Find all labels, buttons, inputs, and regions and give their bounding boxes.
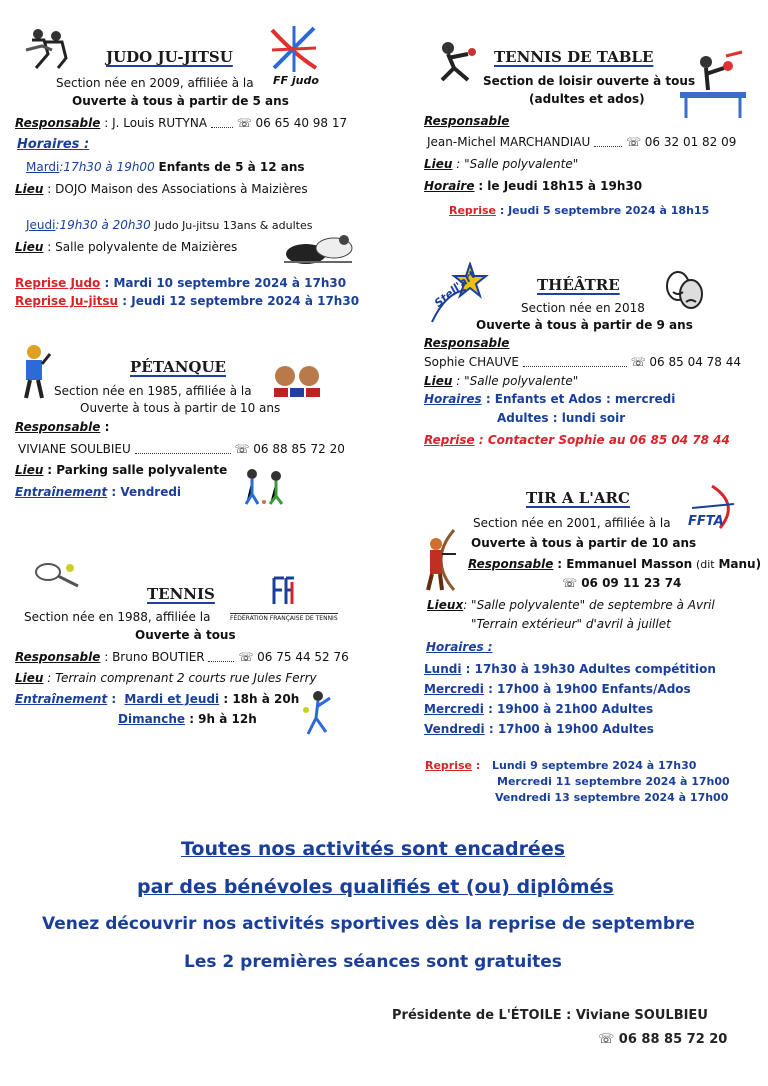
tir-row-day: Mercredi xyxy=(424,682,484,696)
tennis-table-title: TENNIS DE TABLE xyxy=(494,48,654,66)
judo-illustration xyxy=(22,28,70,70)
judo-day1-label: Mardi xyxy=(26,160,60,174)
tir-responsable xyxy=(468,557,761,571)
theatre-masks-icon xyxy=(664,268,704,312)
dotted-leader xyxy=(208,653,234,662)
fft-logo-caption: FÉDÉRATION FRANÇAISE DE TENNIS xyxy=(230,615,338,622)
tir-lieux2: "Terrain extérieur" d'avril à juillet xyxy=(471,617,671,631)
tennis-title: TENNIS xyxy=(147,585,215,603)
phone-icon: ☏ xyxy=(630,355,646,369)
judo-reprise2 xyxy=(15,294,359,308)
tennis-entr-colon: : xyxy=(111,692,117,706)
judo-line1: Section née en 2009, affiliée à la xyxy=(56,76,254,90)
judo-reprise1-label: Reprise Judo xyxy=(15,276,101,290)
tennis-table-reprise xyxy=(449,204,709,217)
tennis-entr-day2: Dimanche xyxy=(118,712,186,726)
tir-row-1 xyxy=(424,682,691,696)
theatre-horaires xyxy=(424,392,675,406)
theatre-line2: Ouverte à tous à partir de 9 ans xyxy=(476,318,693,332)
dotted-leader xyxy=(594,138,622,147)
dotted-leader xyxy=(135,445,231,454)
judo-lieu1 xyxy=(15,182,308,196)
tir-title: TIR A L'ARC xyxy=(526,489,630,507)
theatre-lieu-label: Lieu xyxy=(424,374,453,388)
tennis-table-lieu xyxy=(424,157,578,171)
theatre-horaires1: : Enfants et Ados : mercredi xyxy=(485,392,676,406)
tennis-entr-days: Mardi et Jeudi xyxy=(124,692,220,706)
dotted-leader xyxy=(211,119,233,128)
tennis-racket-illustration xyxy=(32,560,82,590)
table-tennis-player-illustration xyxy=(428,40,484,84)
judo-lieu1-label: Lieu xyxy=(15,182,44,196)
tennis-table-resp-phone: 06 32 01 82 09 xyxy=(644,135,737,149)
judo-responsable xyxy=(15,116,347,130)
tennis-table-resp-name: Jean-Michel MARCHANDIAU xyxy=(427,135,591,149)
petanque-resp-label: Responsable xyxy=(15,420,101,434)
petanque-resp-phone: 06 88 85 72 20 xyxy=(253,442,345,456)
petanque-balls-logo xyxy=(272,364,324,398)
petanque-lieu xyxy=(15,463,227,477)
tir-reprise-label: Reprise xyxy=(425,759,473,772)
tir-resp-label: Responsable xyxy=(468,557,554,571)
tir-row-day: Mercredi xyxy=(424,702,484,716)
tir-reprise3: Vendredi 13 septembre 2024 à 17h00 xyxy=(495,791,729,804)
theatre-resp-label: Responsable xyxy=(424,336,510,350)
theatre-reprise-text: : Contacter Sophie au 06 85 04 78 44 xyxy=(478,433,730,447)
judo-title: JUDO JU-JITSU xyxy=(106,48,233,66)
judo-day2-label: Jeudi xyxy=(26,218,56,232)
phone-icon: ☏ xyxy=(625,135,641,149)
judo-day2 xyxy=(26,218,312,232)
theatre-lieu xyxy=(424,374,578,388)
tennis-player-illustration xyxy=(300,690,334,736)
tennis-lieu xyxy=(15,671,317,685)
president-phone: 06 88 85 72 20 xyxy=(618,1032,728,1047)
theatre-line1: Section née en 2018 xyxy=(521,301,645,315)
tennis-entrainement-2 xyxy=(118,712,257,726)
tir-row-0 xyxy=(424,662,716,676)
tir-resp-dit: (dit xyxy=(695,558,715,571)
phone-icon: ☏ xyxy=(562,576,578,590)
tennis-resp-name: : Bruno BOUTIER xyxy=(104,650,205,664)
footer-line3: Venez découvrir nos activités sportives dès la reprise de septembre xyxy=(42,914,695,934)
petanque-line1: Section née en 1985, affiliée à la xyxy=(54,384,252,398)
tir-lieux xyxy=(427,598,715,612)
judo-line2: Ouverte à tous à partir de 5 ans xyxy=(72,94,289,108)
tir-row-3 xyxy=(424,722,654,736)
tir-row-2 xyxy=(424,702,653,716)
tir-reprise1: Lundi 9 septembre 2024 à 17h30 xyxy=(492,759,697,772)
archer-illustration xyxy=(420,528,464,592)
footer-line4: Les 2 premières séances sont gratuites xyxy=(184,952,562,972)
fft-logo xyxy=(272,576,296,606)
tir-row-day: Vendredi xyxy=(424,722,485,736)
tennis-resp-label: Responsable xyxy=(15,650,101,664)
theatre-resp-name: Sophie CHAUVE xyxy=(424,355,519,369)
theatre-horaires-label: Horaires xyxy=(424,392,482,406)
tir-horaires-label: Horaires : xyxy=(426,640,493,654)
tennis-table-line2: (adultes et ados) xyxy=(529,92,645,106)
judo-day1-desc: Enfants de 5 à 12 ans xyxy=(158,160,305,174)
tir-resp-phone: 06 09 11 23 74 xyxy=(581,576,682,590)
judo-horaires-label: Horaires : xyxy=(17,137,90,152)
judo-resp-phone: 06 65 40 98 17 xyxy=(255,116,348,130)
judo-throw-illustration xyxy=(282,232,354,268)
tir-lieux-label: Lieux xyxy=(427,598,464,612)
tennis-responsable xyxy=(15,650,349,664)
tir-reprise-colon: : xyxy=(475,759,481,772)
tir-lieux1: : "Salle polyvalente" de septembre à Avril xyxy=(463,598,715,612)
judo-resp-name: : J. Louis RUTYNA xyxy=(104,116,208,130)
tennis-table-horaire-text: : le Jeudi 18h15 à 19h30 xyxy=(478,179,643,193)
petanque-resp-label-row xyxy=(15,420,109,434)
tir-line1: Section née en 2001, affiliée à la xyxy=(473,516,671,530)
judo-resp-label: Responsable xyxy=(15,116,101,130)
tir-reprise xyxy=(425,759,480,772)
phone-icon: ☏ xyxy=(234,442,250,456)
tir-row-text: : 17h30 à 19h30 Adultes compétition xyxy=(465,662,716,676)
tennis-table-line1: Section de loisir ouverte à tous xyxy=(483,74,696,88)
petanque-lieu-label: Lieu xyxy=(15,463,44,477)
judo-reprise2-label: Reprise Ju-jitsu xyxy=(15,294,119,308)
tennis-table-reprise-text: : Jeudi 5 septembre 2024 à 18h15 xyxy=(499,204,710,217)
petanque-resp-name: VIVIANE SOULBIEU xyxy=(18,442,131,456)
petanque-entr-label: Entraînement xyxy=(15,485,108,499)
dotted-leader xyxy=(523,358,627,367)
theatre-reprise xyxy=(424,433,730,447)
theatre-lieu-text: : "Salle polyvalente" xyxy=(456,374,579,388)
theatre-resp-phone: 06 85 04 78 44 xyxy=(649,355,742,369)
judo-day2-desc: Judo Ju-jitsu 13ans & adultes xyxy=(154,219,313,232)
tennis-lieu-text: : Terrain comprenant 2 courts rue Jules Ferry xyxy=(47,671,317,685)
petanque-responsable xyxy=(18,442,345,456)
judo-lieu2-text: : Salle polyvalente de Maizières xyxy=(47,240,238,254)
judo-lieu1-text: : DOJO Maison des Associations à Maizières xyxy=(47,182,308,196)
tir-row-day: Lundi xyxy=(424,662,462,676)
tennis-lieu-label: Lieu xyxy=(15,671,44,685)
judo-lieu2 xyxy=(15,240,237,254)
petanque-entrainement xyxy=(15,485,181,499)
phone-icon: ☏ xyxy=(238,650,254,664)
judo-star-logo xyxy=(268,24,320,74)
tir-row-text: : 19h00 à 21h00 Adultes xyxy=(488,702,654,716)
petanque-resp-colon: : xyxy=(104,420,110,434)
tennis-resp-phone: 06 75 44 52 76 xyxy=(257,650,349,664)
president-phone-row xyxy=(598,1032,727,1047)
petanque-player-illustration xyxy=(16,344,52,400)
tennis-table-responsable xyxy=(427,135,736,149)
stellart-star-logo xyxy=(426,262,500,324)
footer-line1: Toutes nos activités sont encadrées xyxy=(181,838,566,860)
tennis-table-horaire xyxy=(424,179,642,193)
stellart-logo-text: Stell'art xyxy=(432,268,479,310)
tennis-line2: Ouverte à tous xyxy=(135,628,236,642)
phone-icon: ☏ xyxy=(236,116,252,130)
judo-day2-time: :19h30 à 20h30 xyxy=(55,218,151,232)
tir-row-text: : 17h00 à 19h00 Enfants/Ados xyxy=(488,682,691,696)
tennis-entr-time: : 18h à 20h xyxy=(223,692,300,706)
tennis-table-reprise-label: Reprise xyxy=(449,204,497,217)
tir-resp-manu: Manu) xyxy=(718,557,762,571)
ffta-logo: FFTA xyxy=(688,514,724,529)
president-line: Présidente de L'ÉTOILE : Viviane SOULBIEU xyxy=(392,1008,708,1023)
tennis-line1: Section née en 1988, affiliée la xyxy=(24,610,211,624)
phone-icon: ☏ xyxy=(598,1032,615,1047)
tennis-entr-label: Entraînement xyxy=(15,692,108,706)
tennis-table-lieu-label: Lieu xyxy=(424,157,453,171)
petanque-title: PÉTANQUE xyxy=(130,358,226,376)
judo-reprise1-text: : Mardi 10 septembre 2024 à 17h30 xyxy=(104,276,347,290)
tir-resp-name: : Emmanuel Masson xyxy=(557,557,693,571)
tennis-table-resp-label: Responsable xyxy=(424,114,510,128)
petanque-players-illustration xyxy=(242,466,290,506)
petanque-lieu-text: : Parking salle polyvalente xyxy=(47,463,228,477)
petanque-line2: Ouverte à tous à partir de 10 ans xyxy=(80,401,281,415)
judo-reprise2-text: : Jeudi 12 septembre 2024 à 17h30 xyxy=(122,294,360,308)
judo-day1-time: :17h30 à 19h00 xyxy=(59,160,155,174)
theatre-horaires2: Adultes : lundi soir xyxy=(497,411,626,425)
tir-phone-row xyxy=(562,576,681,590)
tir-row-text: : 17h00 à 19h00 Adultes xyxy=(488,722,654,736)
theatre-reprise-label: Reprise xyxy=(424,433,475,447)
petanque-entr-text: : Vendredi xyxy=(111,485,182,499)
tennis-entrainement xyxy=(15,692,299,706)
judo-reprise1 xyxy=(15,276,346,290)
ffjudo-logo: FF judo xyxy=(273,74,319,87)
judo-day1 xyxy=(26,160,305,174)
theatre-responsable xyxy=(424,355,741,369)
theatre-title: THÉÂTRE xyxy=(537,276,620,294)
judo-lieu2-label: Lieu xyxy=(15,240,44,254)
tennis-table-lieu-text: : "Salle polyvalente" xyxy=(456,157,579,171)
tennis-table-horaire-label: Horaire xyxy=(424,179,475,193)
tennis-entr-time2: : 9h à 12h xyxy=(189,712,257,726)
tir-line2: Ouverte à tous à partir de 10 ans xyxy=(471,536,697,550)
footer-line2: par des bénévoles qualifiés et (ou) diplômés xyxy=(137,876,614,898)
tir-reprise2: Mercredi 11 septembre 2024 à 17h00 xyxy=(497,775,730,788)
